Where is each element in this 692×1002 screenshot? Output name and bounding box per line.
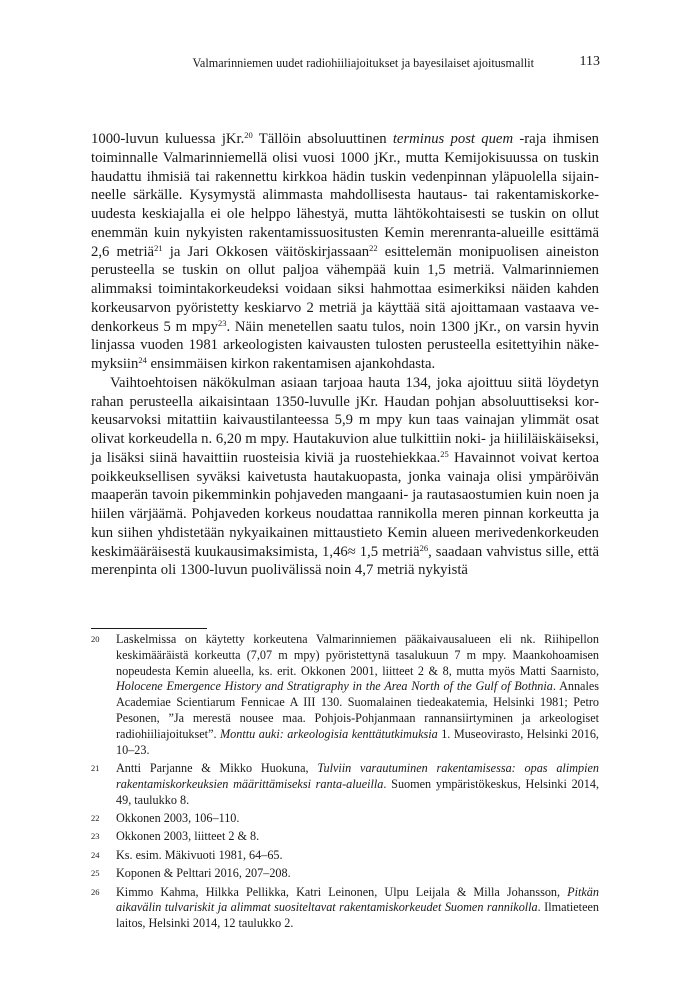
footnote-number: 26 <box>91 886 100 897</box>
footnote-text <box>116 829 599 845</box>
text-run: . Suomen ympäristökeskus, Helsinki 2014, 49, taulukko 8. <box>116 776 599 807</box>
footnote-number: 22 <box>91 812 100 823</box>
footnote <box>91 761 599 808</box>
footnote-number: 25 <box>91 868 100 879</box>
footnote <box>91 885 599 932</box>
italic-text: Holocene Emergence History and Stratigraphy in the Area North of the Gulf of Bothnia <box>116 679 553 694</box>
text-run: ja Jari Okkosen väitöskirjassaan <box>162 243 370 260</box>
footnote-ref: 21 <box>154 242 163 253</box>
footnote <box>91 811 599 827</box>
text-run: . Annales Academiae Scientiarum Fennicae A III 130. Suomalainen tiedeakatemia, Helsinki 1981; Petro Pesonen, ”Ja merestä nousee maa. Pohjois-Pohjanmaan rannansiirtyminen ja arkeologiset radiohiiliajoitukset”. <box>116 679 600 741</box>
footnote <box>91 866 599 882</box>
paragraph <box>91 130 599 374</box>
text-run: 1. Museovirasto, Helsinki 2016, 10–23. <box>116 726 599 757</box>
text-run: Antti Parjanne & Mikko Huokuna, <box>116 760 318 775</box>
footnote <box>91 829 599 845</box>
text-run: 1000-luvun kuluessa jKr. <box>91 131 245 147</box>
footnote-text <box>116 761 599 808</box>
text-run: -raja ihmisen toiminnalle Valmarinniemellä olisi vuosi 1000 jKr., mutta Kemijokisuussa on tuskin haudattu ihmisiä tai rakennettu kirkkoa hädin tuskin vedenpinnan yläpuolella sijainneelle särkälle. Kysymystä alimmasta mahdollisesta hautaus- tai rakentamiskorkeuudesta keskiajalla ei ole helppo lähestyä, mutta lähtökohtaisesti se tuskin on ollut enemmän kuin nykyisten rakentamissuositusten Kemin merenranta-alueille esittämä 2,6 metriä <box>91 131 599 260</box>
footnotes <box>91 632 599 935</box>
footnote-number: 21 <box>91 762 100 773</box>
text-run: Laskelmissa on käytetty korkeutena Valmarinniemen pääkaivausalueen eli nk. Riihipellon keskimääräistä korkeutta (7,07 m mpy) pyöristettynä tasalukuun 7 m mpy. Maankohoamisen nopeudesta Kemin alueella, ks. erit. Okkonen 2001, liitteet 2 & 8, mutta myös Matti Saarnisto, <box>116 632 599 678</box>
footnote-text <box>116 848 599 864</box>
footnote-separator <box>91 628 207 629</box>
footnote <box>91 848 599 864</box>
text-run: . Näin menetellen saatu tulos, noin 1300 jKr., on varsin hyvin linjassa vuoden 1981 arkeologisten kaivausten tulosten perusteella esitettyihin näkemyksiin <box>91 318 600 372</box>
text-run: Vaihtoehtoisen näkökulman asiaan tarjoaa hauta 134, joka ajoittuu siitä löydetyn rahan perusteella aikaisintaan 1350-luvulle jKr. Haudan pohjan absoluuttiseksi korkeusarvoksi mitattiin kaivaustilanteessa 5,9 m mpy kun taas vainajan ylimmät osat olivat korkeudella n. 6,20 m mpy. Hautakuvion alue tulkittiin noki- ja hiililäiskäiseksi, ja lisäksi siinä havaittiin ruosteisia kiviä ja ruostehiekkaa. <box>91 374 599 466</box>
footnote-number: 20 <box>91 634 100 644</box>
italic-text: terminus post quem <box>392 131 514 147</box>
text-run: esittelemän monipuolisen aineiston perusteella se tuskin on ollut paljoa vähempää kuin 1,5 metriä. Valmarinniemen alimmaksi toimintakorkeudeksi voidaan siksi hahmottaa esimerkiksi näiden kahden korkeusarvon pyöristetty keskiarvo 2 metriä ja käyttää sitä ajoittamaan vastaava vedenkorkeus 5 m mpy <box>91 243 600 335</box>
text-run: Kimmo Kahma, Hilkka Pellikka, Katri Leinonen, Ulpu Leijala & Milla Johansson, <box>116 884 568 899</box>
text-run: , saadaan vahvistus sille, että merenpinta oli 1300-luvun puolivälissä noin 4,7 metriä nykyistä <box>91 543 599 579</box>
italic-text: Pitkän aikavälin tulvariskit ja alimmat suositeltavat rakentamiskorkeudet Suomen rannikolla <box>116 884 599 915</box>
running-header: Valmarinniemen uudet radiohiiliajoitukset ja bayesilaiset ajoitusmallit <box>192 56 534 70</box>
footnote-text <box>116 632 599 758</box>
text-run: ensimmäisen kirkon rakentamisen ajankohdasta. <box>146 356 436 372</box>
text-run: Tällöin absoluuttinen <box>252 131 393 147</box>
text-run: Ks. esim. Mäkivuoti 1981, 64–65. <box>116 847 283 862</box>
text-run: Havainnot voivat kertoa poikkeuksellisen syväksi kaivetusta hautakuopasta, jonka vainaja olisi ympäröivän maaperän tavoin pikemminkin pohjaveden mangaani- ja rautasaostumien kuin noen ja hiilen värjäämä. Pohjaveden korkeus noudattaa rannikolla meren pinnan korkeutta ja kun siihen yhdistetään nykyaikainen mittaustieto Kemin alueen merivedenkorkeuden keskimääräisestä kuukausimaksimista, 1,46≈ 1,5 metriä <box>91 449 600 560</box>
body-text <box>91 130 599 580</box>
text-run: Okkonen 2003, 106–110. <box>116 810 240 825</box>
footnote-ref: 26 <box>419 542 429 553</box>
footnote-number: 24 <box>91 849 100 860</box>
footnote-ref: 20 <box>244 130 253 140</box>
text-run: Okkonen 2003, liitteet 2 & 8. <box>116 829 260 844</box>
footnote-number: 23 <box>91 831 100 842</box>
footnote-text <box>116 866 599 882</box>
footnote-ref: 24 <box>138 355 147 365</box>
footnote-ref: 25 <box>440 448 449 459</box>
footnote-text <box>116 811 599 827</box>
text-run: Koponen & Pelttari 2016, 207–208. <box>116 866 291 881</box>
text-run: . Ilmatieteen laitos, Helsinki 2014, 12 taulukko 2. <box>116 900 599 931</box>
footnote <box>91 632 599 758</box>
footnote-ref: 23 <box>217 317 227 328</box>
italic-text: Monttu auki: arkeologisia kenttätutkimuksia <box>220 726 438 741</box>
paragraph <box>91 374 599 580</box>
italic-text: Tulviin varautuminen rakentamisessa: opas alimpien rakentamiskorkeuksien määrittämiseksi ranta-alueilla <box>116 760 599 791</box>
page-number: 113 <box>579 54 600 69</box>
footnote-ref: 22 <box>369 242 378 253</box>
footnote-text <box>116 885 599 932</box>
